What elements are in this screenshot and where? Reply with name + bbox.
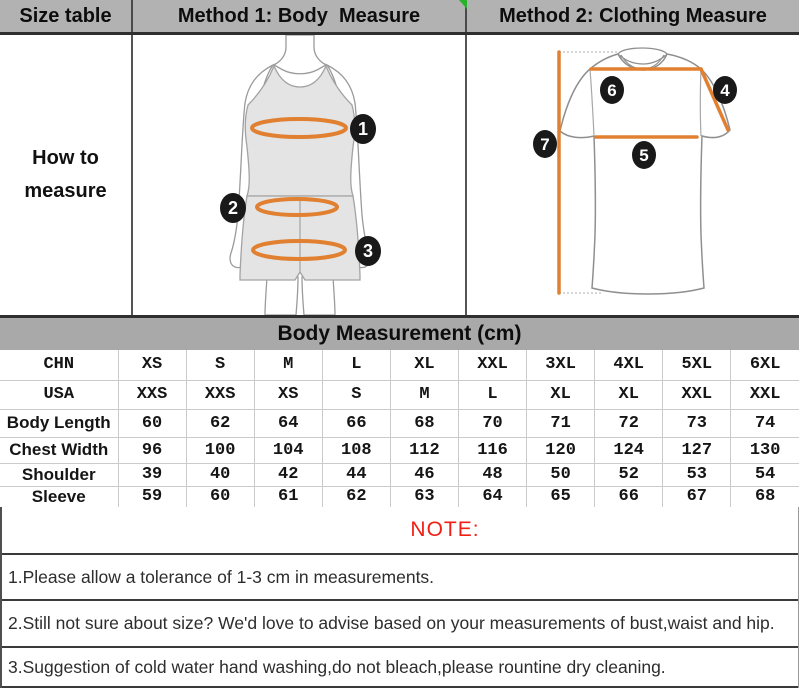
size-cell: 66 [595, 486, 663, 507]
size-cell: S [322, 380, 390, 409]
size-cell: 124 [595, 437, 663, 463]
size-cell: XL [595, 380, 663, 409]
size-cell: 116 [458, 437, 526, 463]
size-cell: 52 [595, 463, 663, 486]
size-cell: 68 [731, 486, 799, 507]
size-cell: 62 [322, 486, 390, 507]
size-cell: XL [527, 380, 595, 409]
size-cell: 61 [254, 486, 322, 507]
size-cell: 64 [458, 486, 526, 507]
size-cell: M [254, 350, 322, 380]
size-cell: XXL [731, 380, 799, 409]
size-cell: XXS [118, 380, 186, 409]
size-cell: 112 [390, 437, 458, 463]
size-cell: 70 [458, 409, 526, 437]
marker-6-number: 6 [607, 81, 617, 100]
size-cell: 39 [118, 463, 186, 486]
how-to-measure-cell [0, 35, 133, 315]
size-table-row [0, 350, 799, 380]
size-cell: 60 [186, 486, 254, 507]
size-cell: XS [118, 350, 186, 380]
size-cell: 68 [390, 409, 458, 437]
size-cell: L [322, 350, 390, 380]
right-leg-outline [302, 277, 335, 315]
size-cell: 96 [118, 437, 186, 463]
size-cell: 5XL [663, 350, 731, 380]
how-to-measure-label-line2: measure [24, 180, 107, 202]
header-size-table: Size table [0, 0, 133, 32]
size-cell: 100 [186, 437, 254, 463]
note-item: 3.Suggestion of cold water hand washing,do not bleach,please rountine dry cleaning. [2, 648, 798, 688]
size-row-label: Body Length [0, 409, 118, 437]
size-row-label: Sleeve [0, 486, 118, 507]
size-cell: XXL [458, 350, 526, 380]
size-table-row [0, 409, 799, 437]
size-cell: XXL [663, 380, 731, 409]
note-item: 2.Still not sure about size? We'd love to advise based on your measurements of bust,waist and hip. [2, 601, 798, 648]
size-cell: 53 [663, 463, 731, 486]
size-cell: 66 [322, 409, 390, 437]
size-cell: 71 [527, 409, 595, 437]
size-cell: 130 [731, 437, 799, 463]
size-cell: 65 [527, 486, 595, 507]
size-table-row [0, 437, 799, 463]
marker-1-number: 1 [357, 119, 369, 139]
size-row-label: USA [0, 380, 118, 409]
right-sleeve-seam [700, 69, 701, 136]
collar-band-line [619, 55, 666, 64]
size-table-row [0, 463, 799, 486]
header-row [0, 0, 799, 35]
size-cell: 48 [458, 463, 526, 486]
size-cell: S [186, 350, 254, 380]
body-measure-illustration [133, 35, 467, 315]
size-cell: 104 [254, 437, 322, 463]
body-measurement-title-bar: Body Measurement (cm) [0, 315, 799, 350]
size-table [0, 350, 799, 507]
size-cell: 108 [322, 437, 390, 463]
size-cell: 73 [663, 409, 731, 437]
size-cell: 44 [322, 463, 390, 486]
marker-3-number: 3 [362, 241, 374, 261]
size-row-label: CHN [0, 350, 118, 380]
size-cell: 3XL [527, 350, 595, 380]
size-cell: XL [390, 350, 458, 380]
clothing-measure-figure-cell [467, 35, 799, 315]
size-cell: 54 [731, 463, 799, 486]
note-item: 1.Please allow a tolerance of 1-3 cm in measurements. [2, 555, 798, 601]
marker-4-number: 4 [720, 81, 730, 100]
size-cell: 40 [186, 463, 254, 486]
figure-row [0, 35, 799, 315]
how-to-measure-label-line1: How to [32, 147, 99, 169]
note-title-row [2, 507, 798, 555]
note-title: NOTE: [410, 518, 480, 541]
marker-5-number: 5 [639, 146, 649, 165]
collar-top-edge [618, 48, 667, 54]
size-cell: 74 [731, 409, 799, 437]
header-method1: Method 1: Body Measure [133, 0, 467, 32]
note-section [0, 507, 799, 688]
size-cell: 50 [527, 463, 595, 486]
size-cell: 6XL [731, 350, 799, 380]
size-cell: 59 [118, 486, 186, 507]
size-cell: M [390, 380, 458, 409]
size-cell: 72 [595, 409, 663, 437]
marker-7-number: 7 [540, 135, 550, 154]
body-measure-figure-cell [133, 35, 467, 315]
marker-2-number: 2 [227, 198, 239, 218]
size-cell: 67 [663, 486, 731, 507]
neck-outline [274, 35, 326, 74]
size-table-row [0, 486, 799, 507]
size-row-label: Shoulder [0, 463, 118, 486]
size-cell: XS [254, 380, 322, 409]
excel-marker-triangle [459, 0, 467, 9]
size-cell: 62 [186, 409, 254, 437]
size-table-row [0, 380, 799, 409]
size-cell: 64 [254, 409, 322, 437]
left-leg-outline [265, 277, 298, 315]
size-cell: L [458, 380, 526, 409]
size-cell: 63 [390, 486, 458, 507]
size-cell: 4XL [595, 350, 663, 380]
size-cell: 127 [663, 437, 731, 463]
size-cell: XXS [186, 380, 254, 409]
size-table-wrap [0, 350, 799, 507]
size-cell: 60 [118, 409, 186, 437]
size-cell: 120 [527, 437, 595, 463]
size-cell: 42 [254, 463, 322, 486]
size-cell: 46 [390, 463, 458, 486]
clothing-measure-illustration [467, 35, 799, 315]
tshirt-outline [560, 54, 730, 294]
header-method2: Method 2: Clothing Measure [499, 4, 767, 27]
size-row-label: Chest Width [0, 437, 118, 463]
